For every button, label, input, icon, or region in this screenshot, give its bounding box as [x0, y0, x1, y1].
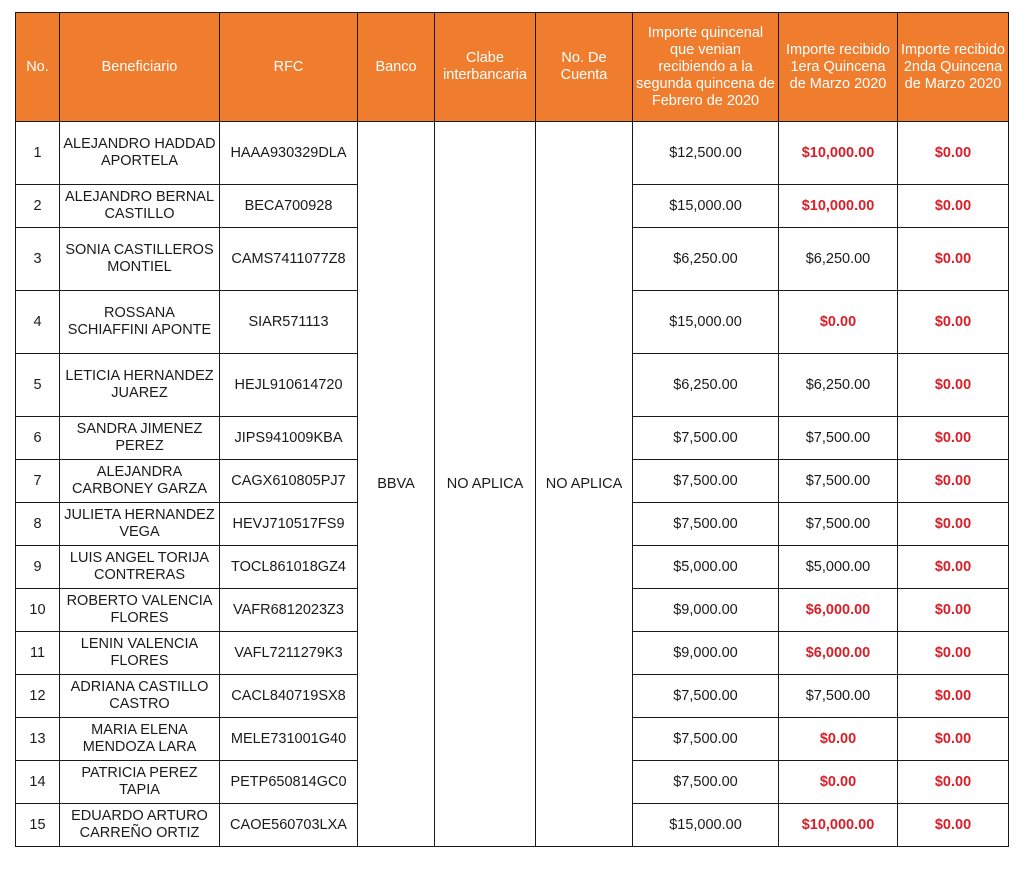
rfc-code: CAGX610805PJ7	[220, 460, 358, 503]
beneficiary-name: ADRIANA CASTILLO CASTRO	[60, 675, 220, 718]
amount-march-second: $0.00	[898, 503, 1009, 546]
row-number: 4	[16, 291, 60, 354]
amount-march-second: $0.00	[898, 417, 1009, 460]
rfc-code: TOCL861018GZ4	[220, 546, 358, 589]
amount-march-second: $0.00	[898, 546, 1009, 589]
amount-february: $7,500.00	[633, 761, 779, 804]
row-number: 3	[16, 228, 60, 291]
amount-march-first: $10,000.00	[779, 185, 898, 228]
header-rfc: RFC	[220, 13, 358, 122]
beneficiary-name: ALEJANDRO HADDAD APORTELA	[60, 122, 220, 185]
rfc-code: VAFR6812023Z3	[220, 589, 358, 632]
amount-march-first: $5,000.00	[779, 546, 898, 589]
row-number: 12	[16, 675, 60, 718]
rfc-code: PETP650814GC0	[220, 761, 358, 804]
amount-february: $5,000.00	[633, 546, 779, 589]
amount-february: $15,000.00	[633, 804, 779, 847]
rfc-code: BECA700928	[220, 185, 358, 228]
amount-march-first: $6,000.00	[779, 632, 898, 675]
amount-march-first: $7,500.00	[779, 503, 898, 546]
amount-march-first: $0.00	[779, 718, 898, 761]
rfc-code: VAFL7211279K3	[220, 632, 358, 675]
amount-march-first: $0.00	[779, 761, 898, 804]
amount-march-second: $0.00	[898, 291, 1009, 354]
row-number: 5	[16, 354, 60, 417]
account-cell: NO APLICA	[536, 122, 633, 847]
beneficiaries-table	[15, 12, 1009, 847]
rfc-code: JIPS941009KBA	[220, 417, 358, 460]
amount-march-first: $7,500.00	[779, 460, 898, 503]
header-importe-marzo-1: Importe recibido 1era Quincena de Marzo 2020	[779, 13, 898, 122]
beneficiary-name: LUIS ANGEL TORIJA CONTRERAS	[60, 546, 220, 589]
table-body	[16, 122, 1009, 847]
rfc-code: HAAA930329DLA	[220, 122, 358, 185]
row-number: 7	[16, 460, 60, 503]
header-no: No.	[16, 13, 60, 122]
beneficiary-name: LENIN VALENCIA FLORES	[60, 632, 220, 675]
amount-march-first: $10,000.00	[779, 122, 898, 185]
rfc-code: CAMS7411077Z8	[220, 228, 358, 291]
beneficiary-name: ALEJANDRA CARBONEY GARZA	[60, 460, 220, 503]
rfc-code: CAOE560703LXA	[220, 804, 358, 847]
header-clabe: Clabe interbancaria	[435, 13, 536, 122]
rfc-code: MELE731001G40	[220, 718, 358, 761]
row-number: 1	[16, 122, 60, 185]
amount-february: $15,000.00	[633, 185, 779, 228]
amount-february: $7,500.00	[633, 718, 779, 761]
rfc-code: CACL840719SX8	[220, 675, 358, 718]
amount-march-first: $0.00	[779, 291, 898, 354]
beneficiary-name: ROBERTO VALENCIA FLORES	[60, 589, 220, 632]
amount-march-first: $6,000.00	[779, 589, 898, 632]
table-row	[16, 122, 1009, 185]
amount-march-second: $0.00	[898, 718, 1009, 761]
amount-march-second: $0.00	[898, 675, 1009, 718]
row-number: 8	[16, 503, 60, 546]
bank-cell: BBVA	[358, 122, 435, 847]
amount-march-second: $0.00	[898, 589, 1009, 632]
header-beneficiario: Beneficiario	[60, 13, 220, 122]
amount-february: $15,000.00	[633, 291, 779, 354]
amount-march-first: $6,250.00	[779, 228, 898, 291]
amount-march-second: $0.00	[898, 632, 1009, 675]
amount-march-second: $0.00	[898, 761, 1009, 804]
row-number: 15	[16, 804, 60, 847]
amount-march-first: $7,500.00	[779, 417, 898, 460]
header-row	[16, 13, 1009, 122]
amount-march-second: $0.00	[898, 354, 1009, 417]
header-banco: Banco	[358, 13, 435, 122]
beneficiary-name: PATRICIA PEREZ TAPIA	[60, 761, 220, 804]
beneficiary-name: ALEJANDRO BERNAL CASTILLO	[60, 185, 220, 228]
amount-march-second: $0.00	[898, 122, 1009, 185]
amount-february: $9,000.00	[633, 632, 779, 675]
row-number: 2	[16, 185, 60, 228]
clabe-cell: NO APLICA	[435, 122, 536, 847]
amount-february: $6,250.00	[633, 354, 779, 417]
row-number: 11	[16, 632, 60, 675]
row-number: 13	[16, 718, 60, 761]
header-importe-marzo-2: Importe recibido 2nda Quincena de Marzo 2020	[898, 13, 1009, 122]
row-number: 6	[16, 417, 60, 460]
beneficiary-name: SANDRA JIMENEZ PEREZ	[60, 417, 220, 460]
amount-march-second: $0.00	[898, 228, 1009, 291]
beneficiary-name: LETICIA HERNANDEZ JUAREZ	[60, 354, 220, 417]
beneficiary-name: JULIETA HERNANDEZ VEGA	[60, 503, 220, 546]
beneficiary-name: ROSSANA SCHIAFFINI APONTE	[60, 291, 220, 354]
row-number: 9	[16, 546, 60, 589]
amount-march-second: $0.00	[898, 185, 1009, 228]
row-number: 14	[16, 761, 60, 804]
amount-march-first: $10,000.00	[779, 804, 898, 847]
beneficiary-name: MARIA ELENA MENDOZA LARA	[60, 718, 220, 761]
amount-march-second: $0.00	[898, 804, 1009, 847]
amount-february: $9,000.00	[633, 589, 779, 632]
beneficiary-name: EDUARDO ARTURO CARREÑO ORTIZ	[60, 804, 220, 847]
amount-february: $7,500.00	[633, 417, 779, 460]
amount-february: $6,250.00	[633, 228, 779, 291]
amount-february: $7,500.00	[633, 460, 779, 503]
rfc-code: HEVJ710517FS9	[220, 503, 358, 546]
amount-march-first: $6,250.00	[779, 354, 898, 417]
header-cuenta: No. De Cuenta	[536, 13, 633, 122]
amount-february: $7,500.00	[633, 503, 779, 546]
amount-march-second: $0.00	[898, 460, 1009, 503]
rfc-code: HEJL910614720	[220, 354, 358, 417]
beneficiary-name: SONIA CASTILLEROS MONTIEL	[60, 228, 220, 291]
row-number: 10	[16, 589, 60, 632]
amount-february: $12,500.00	[633, 122, 779, 185]
amount-february: $7,500.00	[633, 675, 779, 718]
header-importe-febrero: Importe quincenal que venian recibiendo a la segunda quincena de Febrero de 2020	[633, 13, 779, 122]
amount-march-first: $7,500.00	[779, 675, 898, 718]
rfc-code: SIAR571113	[220, 291, 358, 354]
